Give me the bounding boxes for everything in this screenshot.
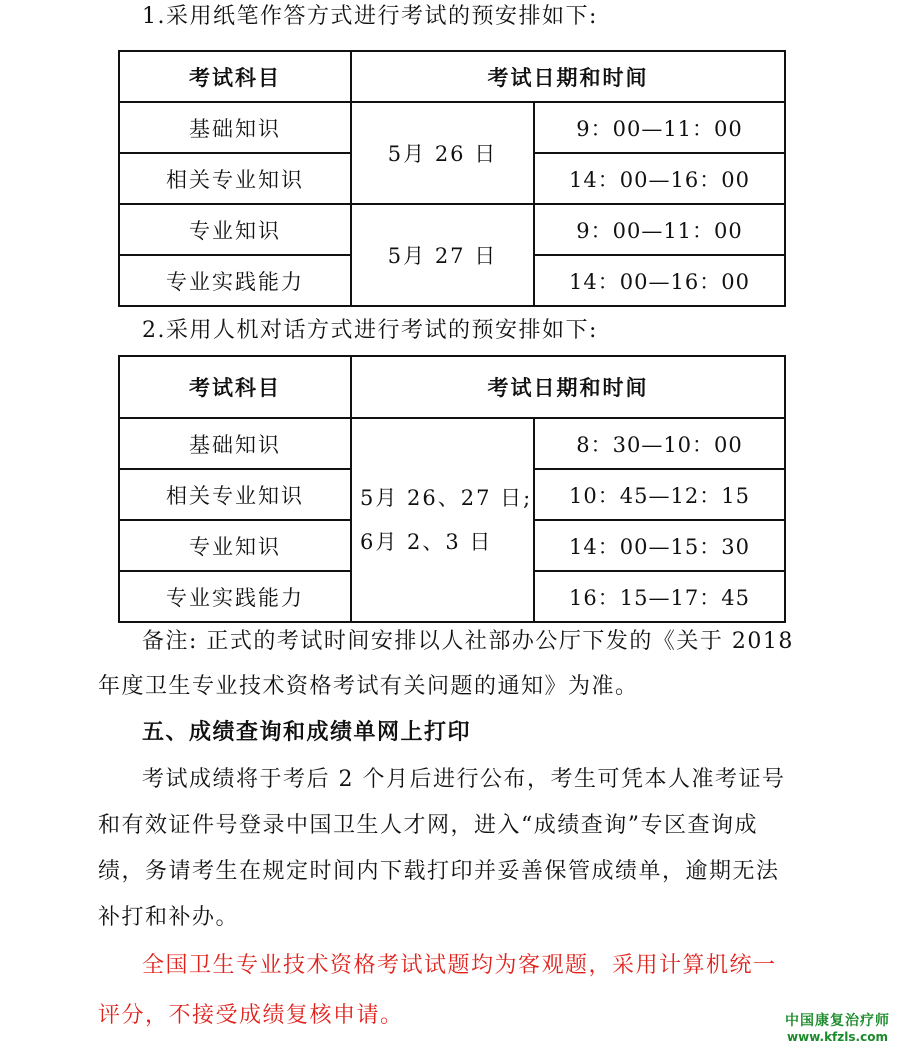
subject-cell: 基础知识 bbox=[119, 102, 351, 153]
table-row bbox=[119, 204, 785, 255]
time-cell: 14：00—16：00 bbox=[534, 255, 785, 306]
subject-cell: 专业实践能力 bbox=[119, 571, 351, 622]
section5-line-2: 和有效证件号登录中国卫生人才网，进入“成绩查询”专区查询成 bbox=[98, 813, 758, 838]
time-cell: 16：15—17：45 bbox=[534, 571, 785, 622]
time-cell: 8：30—10：00 bbox=[534, 418, 785, 469]
section5-line-1: 考试成绩将于考后 2 个月后进行公布，考生可凭本人准考证号 bbox=[142, 767, 786, 792]
header-subject: 考试科目 bbox=[119, 356, 351, 418]
time-cell: 14：00—15：30 bbox=[534, 520, 785, 571]
watermark-title: 中国康复治疗师 bbox=[785, 1013, 890, 1029]
red-notice-line-1: 全国卫生专业技术资格考试试题均为客观题，采用计算机统一 bbox=[142, 953, 777, 978]
subject-cell: 基础知识 bbox=[119, 418, 351, 469]
dates-line-2: 6月 2、3 日 bbox=[360, 530, 493, 554]
computer-exam-schedule-table bbox=[118, 355, 786, 623]
table-header-row bbox=[119, 51, 785, 102]
dates-cell bbox=[351, 418, 534, 622]
date-cell: 5月 27 日 bbox=[351, 204, 534, 306]
subject-cell: 专业知识 bbox=[119, 520, 351, 571]
watermark-url: www.kfzls.com bbox=[787, 1030, 888, 1044]
section5-heading: 五、成绩查询和成绩单网上打印 bbox=[142, 720, 472, 745]
time-cell: 14：00—16：00 bbox=[534, 153, 785, 204]
table-row bbox=[119, 418, 785, 469]
table-row bbox=[119, 102, 785, 153]
subject-cell: 相关专业知识 bbox=[119, 469, 351, 520]
section1-intro: 1.采用纸笔作答方式进行考试的预安排如下: bbox=[142, 4, 598, 29]
time-cell: 10：45—12：15 bbox=[534, 469, 785, 520]
red-notice-line-2: 评分，不接受成绩复核申请。 bbox=[98, 1003, 404, 1028]
section2-intro: 2.采用人机对话方式进行考试的预安排如下: bbox=[142, 318, 598, 343]
date-cell: 5月 26 日 bbox=[351, 102, 534, 204]
site-watermark bbox=[785, 1013, 890, 1045]
subject-cell: 专业知识 bbox=[119, 204, 351, 255]
subject-cell: 相关专业知识 bbox=[119, 153, 351, 204]
header-datetime: 考试日期和时间 bbox=[351, 51, 785, 102]
subject-cell: 专业实践能力 bbox=[119, 255, 351, 306]
section5-line-3: 绩，务请考生在规定时间内下载打印并妥善保管成绩单，逾期无法 bbox=[98, 859, 780, 884]
header-subject: 考试科目 bbox=[119, 51, 351, 102]
paper-exam-schedule-table bbox=[118, 50, 786, 307]
header-datetime: 考试日期和时间 bbox=[351, 356, 785, 418]
note-line-1: 备注: 正式的考试时间安排以人社部办公厅下发的《关于 2018 bbox=[142, 629, 794, 654]
dates-line-1: 5月 26、27 日; bbox=[360, 486, 533, 510]
time-cell: 9：00—11：00 bbox=[534, 102, 785, 153]
section5-line-4: 补打和补办。 bbox=[98, 905, 240, 930]
time-cell: 9：00—11：00 bbox=[534, 204, 785, 255]
table-header-row bbox=[119, 356, 785, 418]
note-line-2: 年度卫生专业技术资格考试有关问题的通知》为准。 bbox=[98, 674, 639, 699]
